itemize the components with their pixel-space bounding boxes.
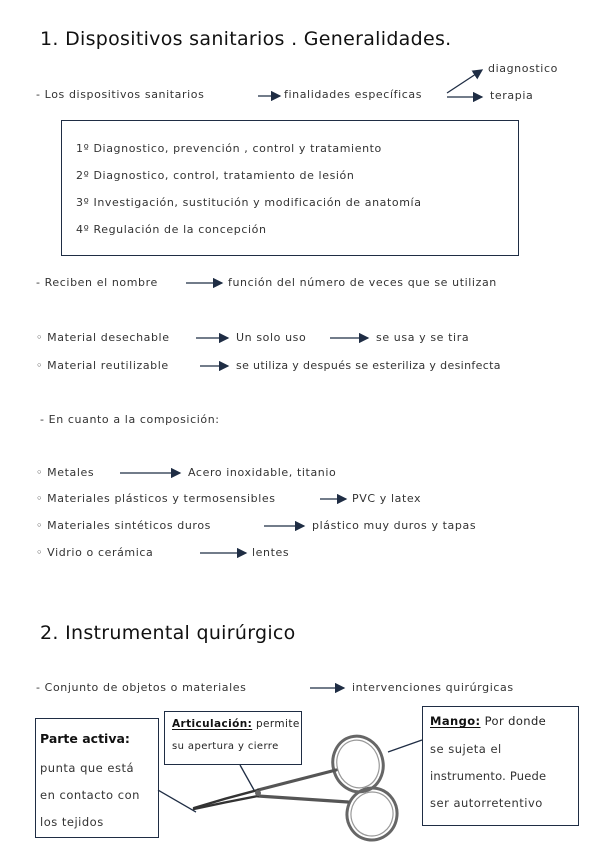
joint-heading (172, 718, 300, 730)
section2-title: 2. Instrumental quirúrgico (40, 622, 296, 644)
handle-rest: Por donde (484, 714, 547, 728)
scissors-pivot (255, 790, 261, 796)
handle-line: instrumento. Puede (430, 769, 547, 783)
material-left: ◦ Materiales plásticos y termosensibles (36, 492, 276, 505)
line1-middle: finalidades específicas (284, 88, 423, 101)
line1-start: - Los dispositivos sanitarios (36, 88, 205, 101)
material-left: ◦ Vidrio o cerámica (36, 546, 154, 559)
material-right: PVC y latex (352, 492, 422, 505)
composition-heading: - En cuanto a la composición: (40, 413, 220, 426)
name-line-left: - Reciben el nombre (36, 276, 158, 289)
line2-left: - Conjunto de objetos o materiales (36, 681, 247, 694)
handle-line: se sujeta el (430, 742, 502, 756)
section1-title: 1. Dispositivos sanitarios . Generalidades. (40, 28, 452, 50)
material-left: ◦ Metales (36, 466, 95, 479)
scissors-shank (258, 770, 336, 790)
arrow (447, 70, 482, 93)
handle-heading (430, 714, 546, 728)
active-part-label: Parte activa: (40, 731, 130, 746)
joint-rest: permite (255, 718, 300, 730)
line1-top: diagnostico (488, 62, 558, 75)
name-line-right: función del número de veces que se utilizan (228, 276, 497, 289)
box-item: 4º Regulación de la concepción (76, 223, 267, 236)
box-item: 3º Investigación, sustitución y modificación de anatomía (76, 196, 422, 209)
line1-bottom: terapia (490, 89, 534, 102)
box-item: 1º Diagnostico, prevención , control y tratamiento (76, 142, 382, 155)
scissors-shank (258, 796, 348, 802)
material-right: Acero inoxidable, titanio (188, 466, 337, 479)
active-part-line: en contacto con (40, 788, 140, 802)
joint-line2: su apertura y cierre (172, 741, 279, 752)
handle-line: ser autorretentivo (430, 796, 543, 810)
line2-right: intervenciones quirúrgicas (352, 681, 514, 694)
active-part-line: punta que está (40, 761, 135, 775)
disposable-right: se usa y se tira (376, 331, 470, 344)
handle-label: Mango: (430, 714, 481, 728)
disposable-left: ◦ Material desechable (36, 331, 170, 344)
disposable-mid: Un solo uso (236, 331, 307, 344)
scissors-handle-ring (343, 784, 401, 844)
joint-label: Articulación: (172, 718, 253, 730)
reusable-left: ◦ Material reutilizable (36, 359, 169, 372)
reusable-right: se utiliza y después se esteriliza y desinfecta (236, 359, 501, 372)
box-item: 2º Diagnostico, control, tratamiento de lesión (76, 169, 355, 182)
material-right: plástico muy duros y tapas (312, 519, 477, 532)
active-part-line: los tejidos (40, 815, 104, 829)
material-right: lentes (252, 546, 290, 559)
material-left: ◦ Materiales sintéticos duros (36, 519, 211, 532)
